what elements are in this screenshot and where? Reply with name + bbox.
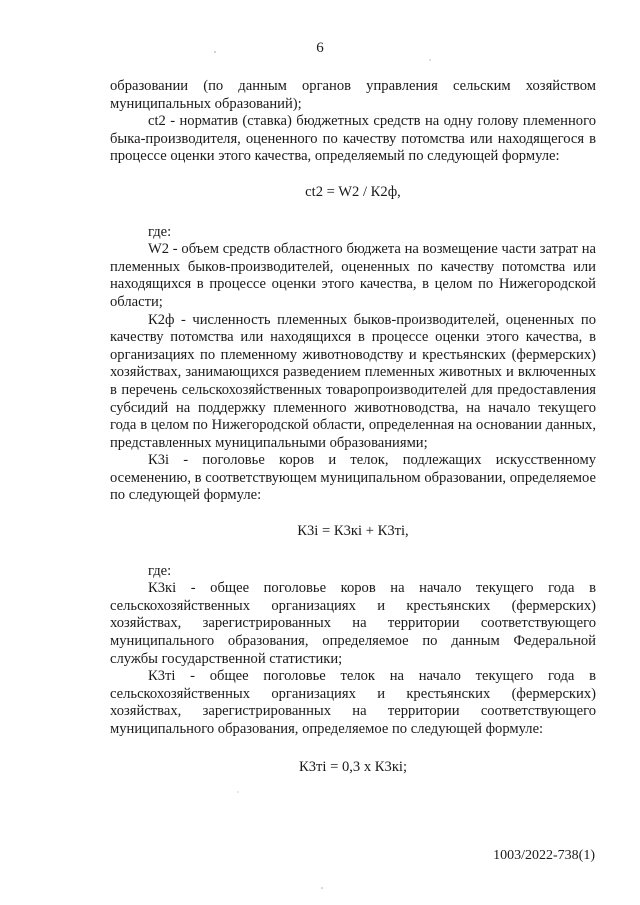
scan-speck [237,791,238,792]
scan-speck [429,59,430,60]
paragraph-ct2-definition: ct2 - норматив (ставка) бюджетных средств на одну голову племенного быка-производителя, оцененного по качеству потомства или находящегося в процессе оценки этого качества, определяемый по следующей формуле: [110,113,596,165]
formula-ct2: ct2 = W2 / К2ф, [305,183,401,200]
paragraph-k2f-definition: К2ф - численность племенных быков-производителей, оцененных по качеству потомства или находящихся в процессе оценки этого качества, в организациях по племенному животноводству и крестьянских (фермерских) хозяйствах, занимающихся разведением племенных животных и включенных в перечень сельскохозяйственных товаропроизводителей для предоставления субсидий на поддержку племенного животноводства, на начало текущего года в целом по Нижегородской области, определенная на основании данных, представленных муниципальными образованиями; [110,311,596,451]
formula-k3i: К3i = К3кi + К3тi, [297,523,409,540]
paragraph-k3i-definition: К3i - поголовье коров и телок, подлежащих искусственному осеменению, в соответствующем муниципальном образовании, определяемое по следующей формуле: [110,452,596,504]
paragraph-k3ki-definition: К3кi - общее поголовье коров на начало текущего года в сельскохозяйственных организациях и крестьянских (фермерских) хозяйствах, зарегистрированных на территории соответствующего муниципального образования, определяемое по данным Федеральной службы государственной статистики; [110,580,596,667]
paragraph-w2-definition: W2 - объем средств областного бюджета на возмещение части затрат на племенных быков-производителей, оцененных по качеству потомства или находящихся в процессе оценки этого качества, в целом по Нижегородской области; [110,241,596,310]
where-label-1: где: [148,223,172,240]
document-code-footer: 1003/2022-738(1) [493,848,595,863]
page-number: 6 [316,40,324,56]
document-body [110,78,596,776]
scan-speck [321,887,323,889]
paragraph-k3ti-definition: К3тi - общее поголовье телок на начало текущего года в сельскохозяйственных организациях и крестьянских (фермерских) хозяйствах, зарегистрированных на территории соответствующего муниципального образования, определяемое по следующей формуле: [110,668,596,737]
formula-k3ti: К3тi = 0,3 х К3кi; [298,758,408,775]
paragraph-continuation: образовании (по данным органов управления сельским хозяйством муниципальных образований); [110,78,596,112]
where-label-2: где: [148,562,172,579]
